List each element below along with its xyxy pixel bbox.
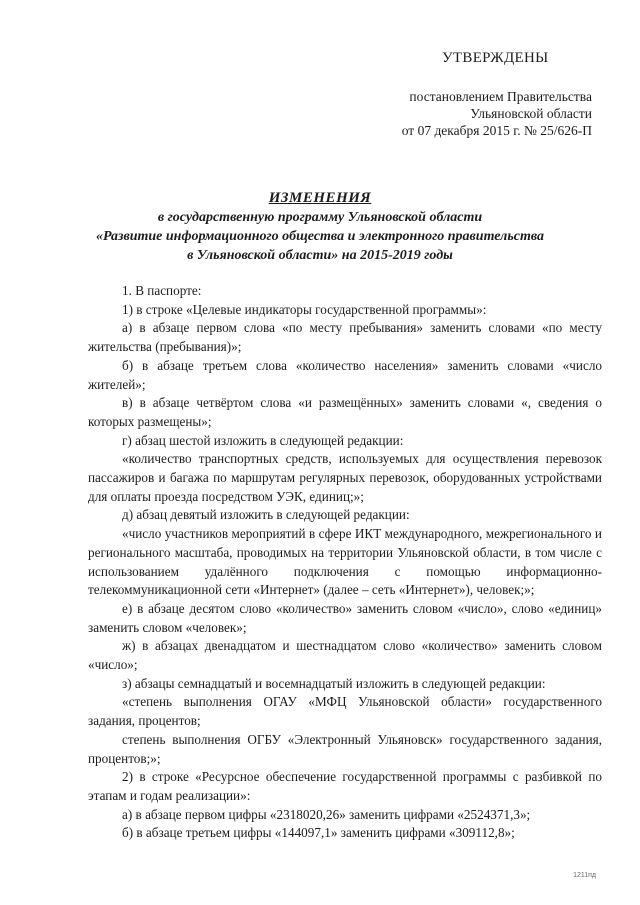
paragraph: степень выполнения ОГБУ «Электронный Ульяновск» государственного задания, процентов;»; — [88, 731, 602, 766]
paragraph: «число участников мероприятий в сфере ИКТ международного, межрегионального и регионального масштаба, проводимых на территории Ульяновской области, в том числе с использованием удалённого подключения с помощью информационно-телекоммуникационной сети «Интернет» (далее – сеть «Интернет»), человек;»; — [88, 526, 602, 598]
title-line: «Развитие информационного общества и электронного правительства — [95, 229, 544, 244]
paragraph: б) в абзаце третьем слова «количество населения» заменить словами «число жителей»; — [88, 357, 602, 392]
approval-date-line: от 07 декабря 2015 г. № 25/626-П — [401, 123, 592, 138]
approved-label: УТВЕРЖДЕНЫ — [442, 50, 549, 66]
approval-line: Ульяновской области — [470, 106, 592, 121]
approval-block — [292, 88, 592, 139]
paragraph: а) в абзаце первом цифры «2318020,26» заменить цифрами «2524371,3»; — [122, 806, 531, 822]
footer-mark: 1211пд — [573, 872, 596, 879]
paragraph: б) в абзаце третьем цифры «144097,1» заменить цифрами «309112,8»; — [122, 825, 515, 841]
paragraph: 2) в строке «Ресурсное обеспечение государственной программы с разбивкой по этапам и годам реализации»: — [88, 769, 602, 803]
paragraph: е) в абзаце десятом слово «количество» заменить словом «число», слово «единиц» заменить словом «человек»; — [88, 600, 602, 635]
paragraph: «степень выполнения ОГАУ «МФЦ Ульяновской области» государственного задания, процентов; — [88, 694, 602, 729]
paragraph: ж) в абзацах двенадцатом и шестнадцатом слово «количество» заменить словом «число»; — [88, 638, 602, 673]
document-title — [60, 189, 580, 265]
title-line: в Ульяновской области» на 2015-2019 годы — [187, 248, 453, 263]
paragraph: а) в абзаце первом слова «по месту пребывания» заменить словами «по месту жительства (пребывания)»; — [88, 320, 602, 355]
paragraph: г) абзац шестой изложить в следующей редакции: — [122, 432, 404, 448]
paragraph: 1) в строке «Целевые индикаторы государственной программы»: — [122, 301, 487, 317]
paragraph: д) абзац девятый изложить в следующей редакции: — [122, 507, 410, 523]
paragraph: з) абзацы семнадцатый и восемнадцатый изложить в следующей редакции: — [122, 675, 546, 691]
title-line: в государственную программу Ульяновской области — [157, 210, 483, 225]
title-heading: ИЗМЕНЕНИЯ — [268, 190, 372, 206]
paragraph: в) в абзаце четвёртом слова «и размещённых» заменить словами «, сведения о которых размещены»; — [88, 395, 602, 429]
paragraph: 1. В паспорте: — [122, 283, 202, 298]
paragraph: «количество транспортных средств, используемых для осуществления перевозок пассажиров и багажа по маршрутам регулярных перевозок, оборудованных устройствами для оплаты проезда посредством УЭК, единиц;»; — [88, 451, 602, 504]
approval-line: постановлением Правительства — [409, 89, 592, 104]
document-body — [88, 282, 602, 843]
